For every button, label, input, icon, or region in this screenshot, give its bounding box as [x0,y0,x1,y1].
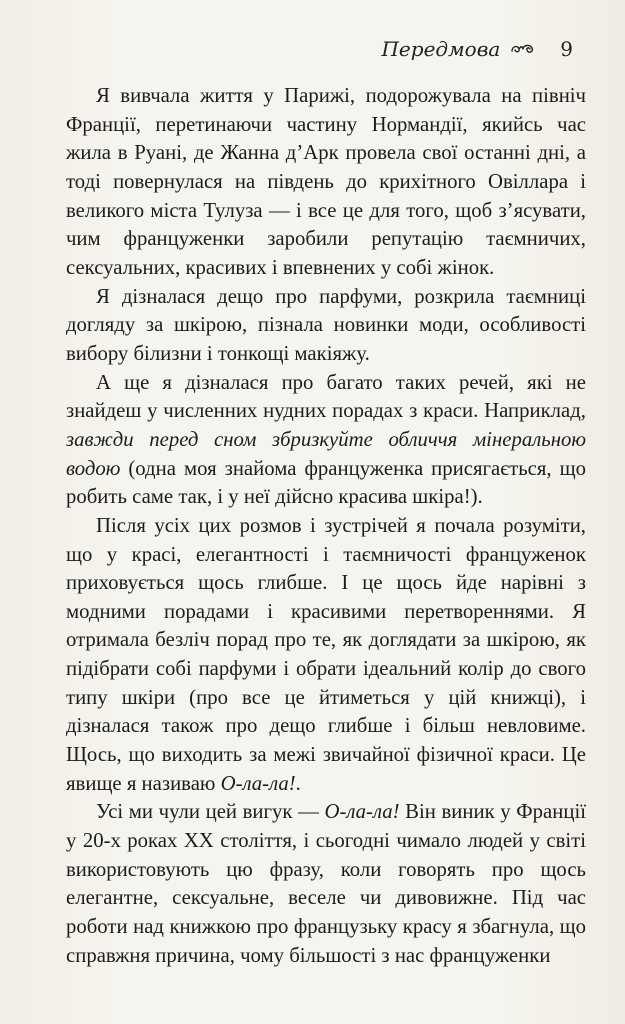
text-run: Після усіх цих розмов і зустрічей я почала розуміти, що у красі, елегантності і таємничості француженок приховується щось глибше. І це щось йде нарівні з модними порадами і красивими перетвореннями. Я отримала безліч порад про те, як доглядати за шкірою, як підібрати собі парфуми і обрати ідеальний колір до свого типу шкіри (про все це йтиметься у цій книжці), і дізналася також про дещо глибше і більш невловиме. Щось, що виходить за межі звичайної фізичної краси. Це явище я називаю [66,514,586,795]
chapter-title: Передмова [381,37,501,61]
italic-text: О-ла-ла! [324,801,400,824]
paragraph [66,82,586,283]
paragraph [66,798,586,970]
page-number: 9 [560,37,573,61]
paragraph [66,283,586,369]
italic-text: завжди перед сном збризкуйте обличчя мінеральною водою [66,428,586,480]
text-run: Я дізналася дещо про парфуми, розкрила таємниці догляду за шкірою, пізнала новинки моди, особливості вибору білизни і тонкощі макіяжу. [66,285,586,365]
paragraph [66,512,586,799]
body-text [66,82,586,970]
text-run: Усі ми чули цей вигук — [96,801,325,824]
running-header [381,34,573,64]
italic-text: О-ла-ла! [220,772,296,795]
text-run: А ще я дізналася про багато таких речей, які не знайдеш у численних нудних порадах з краси. Наприклад, [66,371,586,423]
text-run: . [295,772,301,795]
text-run: (одна моя знайома француженка присягається, що робить саме так, і у неї дійсно красива шкіра!). [66,457,586,509]
paragraph [66,369,586,512]
swirl-ornament-icon [510,42,536,56]
text-run: Він виник у Франції у 20-х роках XX століття, і сьогодні чимало людей у світі використовують цю фразу, коли говорять про щось елегантне, сексуальне, веселе чи дивовижне. Під час роботи над книжкою про французьку красу я збагнула, що справжня причина, чому більшості з нас француженки [66,801,587,967]
text-run: Я вивчала життя у Парижі, подорожувала на північ Франції, перетинаючи частину Нормандії, якийсь час жила в Руані, де Жанна д’Арк провела свої останні дні, а тоді повернулася на південь до крихітного Овіллара і великого міста Тулуза — і все це для того, щоб з’ясувати, чим француженки заробили репутацію таємничих, сексуальних, красивих і впевнених у собі жінок. [66,85,586,279]
